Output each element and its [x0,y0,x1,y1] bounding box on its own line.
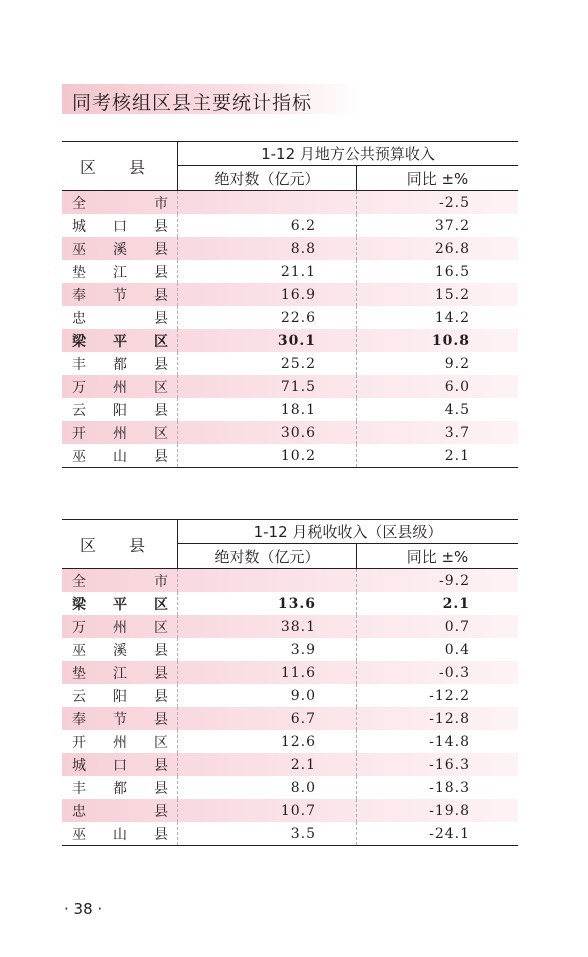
tax-revenue-table [62,519,518,846]
column-divider [356,329,357,352]
table-row [62,352,518,375]
column-divider [356,638,357,661]
district-name-char: 开 [72,734,86,751]
column-divider [356,776,357,799]
table-header [62,141,518,191]
district-name [72,237,168,260]
yoy-change-cell: 6.0 [444,378,470,395]
district-name-char: 县 [154,448,168,465]
yoy-change-cell: 4.5 [444,401,470,418]
yoy-change-cell: 2.1 [444,447,470,464]
district-name-char: 垫 [72,264,86,281]
district-name-char: 全 [72,573,86,590]
district-name-char: 县 [154,264,168,281]
district-name [72,421,168,444]
absolute-value-cell: 9.0 [290,687,316,704]
table-row [62,237,518,260]
absolute-value-cell: 16.9 [280,286,316,303]
district-name [72,776,168,799]
district-name-char: 区 [154,379,168,396]
yoy-change-cell: -0.3 [439,664,470,681]
column-divider [356,684,357,707]
yoy-change-cell: -2.5 [439,194,470,211]
yoy-change-cell: 10.8 [431,332,470,349]
yoy-change-cell: -19.8 [429,802,470,819]
district-name-char: 巫 [72,826,86,843]
table-header [62,519,518,569]
yoy-change-cell: -18.3 [429,779,470,796]
table-row [62,283,518,306]
district-name-char: 平 [113,333,127,350]
district-name-char: 县 [154,356,168,373]
section-title: 同考核组区县主要统计指标 [72,92,313,114]
district-name-char: 丰 [72,780,86,797]
district-name-char: 县 [154,287,168,304]
district-name-char: 区 [154,734,168,751]
district-name-char: 县 [154,218,168,235]
yoy-change-cell: 0.7 [444,618,470,635]
table-body [62,569,518,846]
district-name-char: 巫 [72,642,86,659]
table-row [62,684,518,707]
yoy-change-cell: -12.8 [429,710,470,727]
district-name-char: 都 [113,780,127,797]
absolute-value-cell: 6.7 [290,710,316,727]
district-name [72,730,168,753]
group-header: 1-12 月税收收入（区县级） [178,520,518,544]
column-divider [356,398,357,421]
district-name-char: 县 [154,402,168,419]
district-name-char: 区 [154,619,168,636]
column-divider [356,306,357,329]
district-name-char: 市 [154,195,168,212]
table-row [62,592,518,615]
column-divider [356,283,357,306]
district-name [72,753,168,776]
yoy-change-cell: 16.5 [434,263,470,280]
district-name-char: 区 [154,596,168,613]
column-divider [356,569,357,592]
yoy-change-cell: 9.2 [444,355,470,372]
column-divider [356,352,357,375]
table-row [62,638,518,661]
group-header: 1-12 月地方公共预算收入 [178,142,518,166]
column-divider [356,730,357,753]
district-name-char: 全 [72,195,86,212]
district-name-char: 忠 [72,803,86,820]
absolute-value-cell: 30.6 [280,424,316,441]
absolute-value-cell: 3.9 [290,641,316,658]
absolute-value-cell: 25.2 [280,355,316,372]
district-name [72,615,168,638]
table-row [62,730,518,753]
absolute-value-cell [178,191,316,214]
absolute-value-cell: 8.0 [290,779,316,796]
district-name-char: 溪 [113,642,127,659]
row-header-district: 区 县 [62,520,178,568]
district-name [72,638,168,661]
yoy-change-cell: 2.1 [442,595,470,612]
column-divider [356,237,357,260]
district-name-char: 口 [113,218,127,235]
column-divider [356,592,357,615]
absolute-value-cell: 8.8 [290,240,316,257]
table-row [62,444,518,467]
table-row [62,799,518,822]
absolute-value-cell: 38.1 [280,618,316,635]
district-name-char: 山 [113,448,127,465]
yoy-change-cell: 26.8 [434,240,470,257]
column-divider [356,444,357,467]
district-name-char: 县 [154,711,168,728]
column-divider [356,707,357,730]
column-divider [356,421,357,444]
district-name-char: 梁 [72,333,86,350]
district-name [72,214,168,237]
absolute-value-cell: 10.7 [280,802,316,819]
absolute-value-cell: 21.1 [280,263,316,280]
district-name-char: 城 [72,218,86,235]
budget-revenue-table [62,141,518,468]
col-header-absolute: 绝对数（亿元） [178,544,357,568]
district-name-char: 忠 [72,310,86,327]
district-name-char: 万 [72,379,86,396]
district-name-char: 巫 [72,448,86,465]
district-name-char: 市 [154,573,168,590]
yoy-change-cell: -16.3 [429,756,470,773]
district-name-char: 垫 [72,665,86,682]
district-name [72,707,168,730]
district-name [72,661,168,684]
district-name [72,444,168,467]
district-name-char: 万 [72,619,86,636]
district-name [72,569,168,592]
yoy-change-cell: -9.2 [439,572,470,589]
district-name-char: 县 [154,826,168,843]
absolute-value-cell: 6.2 [290,217,316,234]
absolute-value-cell: 22.6 [280,309,316,326]
district-name-char: 山 [113,826,127,843]
district-name [72,799,168,822]
district-name-char: 奉 [72,287,86,304]
district-name [72,329,168,352]
absolute-value-cell: 13.6 [277,595,316,612]
district-name [72,375,168,398]
absolute-value-cell: 12.6 [280,733,316,750]
column-divider [356,799,357,822]
yoy-change-cell: 37.2 [434,217,470,234]
district-name-char: 区 [154,425,168,442]
district-name-char: 区 [154,333,168,350]
district-name [72,191,168,214]
yoy-change-cell: -24.1 [429,825,470,842]
absolute-value-cell: 18.1 [280,401,316,418]
district-name [72,260,168,283]
table-body [62,191,518,468]
district-name-char: 江 [113,264,127,281]
district-name-char: 云 [72,688,86,705]
district-name-char: 云 [72,402,86,419]
column-divider [356,822,357,845]
absolute-value-cell: 71.5 [280,378,316,395]
district-name [72,352,168,375]
district-name [72,306,168,329]
district-name-char: 城 [72,757,86,774]
district-name-char: 开 [72,425,86,442]
district-name-char: 口 [113,757,127,774]
yoy-change-cell: 0.4 [444,641,470,658]
col-header-yoy: 同比 ±% [406,169,469,188]
district-name-char: 节 [113,711,127,728]
yoy-change-cell: -12.2 [429,687,470,704]
district-name-char: 巫 [72,241,86,258]
district-name-char: 溪 [113,241,127,258]
district-name-char: 县 [154,665,168,682]
district-name [72,283,168,306]
district-name [72,684,168,707]
district-name-char: 节 [113,287,127,304]
table-row [62,329,518,352]
district-name-char: 县 [154,688,168,705]
district-name-char: 阳 [113,402,127,419]
column-divider [356,661,357,684]
col-header-yoy: 同比 ±% [406,547,469,566]
district-name [72,822,168,845]
column-divider [356,214,357,237]
table-row [62,375,518,398]
district-name-char: 梁 [72,596,86,613]
yoy-change-cell: 15.2 [434,286,470,303]
page-number: · 38 · [64,900,103,918]
district-name-char: 丰 [72,356,86,373]
district-name-char: 州 [113,425,127,442]
district-name-char: 县 [154,642,168,659]
table-row [62,707,518,730]
district-name-char: 县 [154,310,168,327]
table-row [62,306,518,329]
column-divider [356,375,357,398]
table-row [62,753,518,776]
column-divider [356,260,357,283]
absolute-value-cell: 10.2 [280,447,316,464]
district-name-char: 奉 [72,711,86,728]
district-name-char: 州 [113,734,127,751]
district-name-char: 县 [154,241,168,258]
table-row [62,191,518,214]
absolute-value-cell [178,569,316,592]
table-row [62,421,518,444]
column-divider [356,615,357,638]
district-name [72,592,168,615]
yoy-change-cell: 3.7 [444,424,470,441]
column-divider [356,753,357,776]
table-row [62,661,518,684]
table-row [62,776,518,799]
table-row [62,822,518,845]
table-row [62,615,518,638]
absolute-value-cell: 2.1 [290,756,316,773]
row-header-district: 区 县 [62,142,178,190]
district-name-char: 江 [113,665,127,682]
table-row [62,398,518,421]
district-name-char: 都 [113,356,127,373]
col-header-absolute: 绝对数（亿元） [178,166,357,190]
section-title-banner [62,84,362,114]
absolute-value-cell: 3.5 [290,825,316,842]
district-name [72,398,168,421]
yoy-change-cell: 14.2 [434,309,470,326]
district-name-char: 阳 [113,688,127,705]
district-name-char: 县 [154,803,168,820]
column-divider [356,191,357,214]
table-row [62,260,518,283]
district-name-char: 平 [113,596,127,613]
district-name-char: 县 [154,757,168,774]
district-name-char: 州 [113,619,127,636]
absolute-value-cell: 11.6 [280,664,316,681]
absolute-value-cell: 30.1 [277,332,316,349]
district-name-char: 县 [154,780,168,797]
table-row [62,214,518,237]
yoy-change-cell: -14.8 [429,733,470,750]
table-row [62,569,518,592]
district-name-char: 州 [113,379,127,396]
